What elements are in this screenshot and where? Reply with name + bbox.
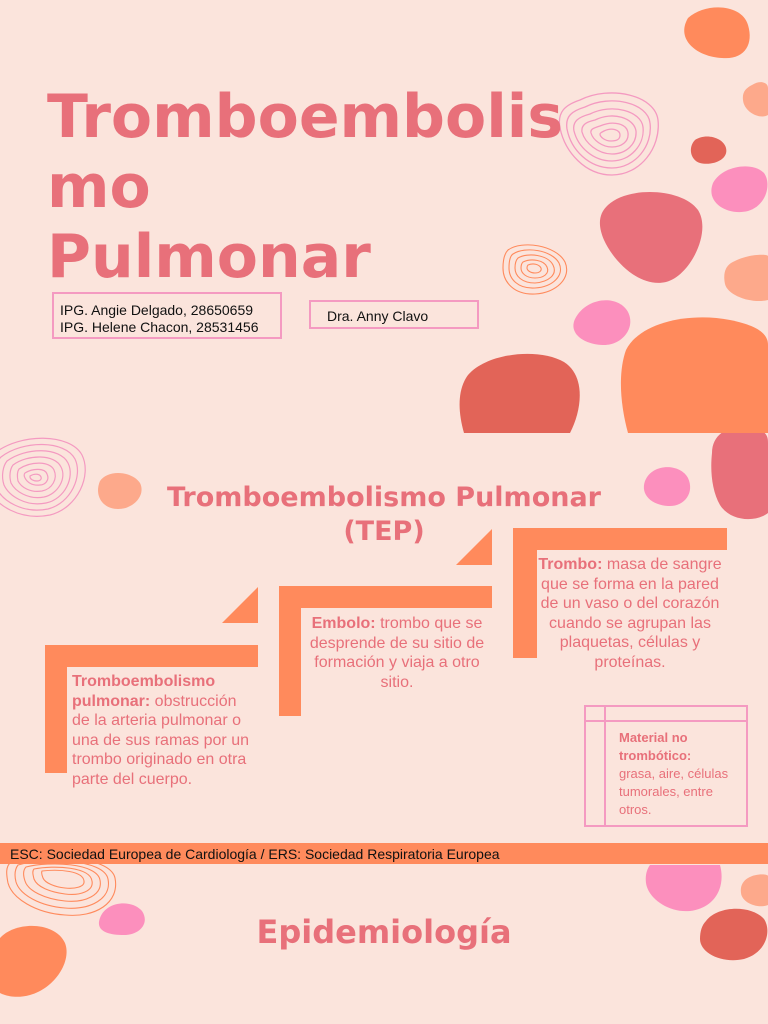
term-definition: trombo que se desprende de su sitio de formación y viaja a otro sitio. — [309, 615, 485, 691]
section-title-line: Tromboembolismo Pulmonar — [166, 482, 602, 513]
material-note — [619, 729, 747, 819]
authors-box — [52, 292, 282, 339]
definitions-slide — [0, 433, 768, 843]
term-label: Embolo: — [311, 615, 376, 632]
epidemiology-slide — [0, 843, 768, 1024]
abbreviations-text: ESC: Sociedad Europea de Cardiología / ERS: Sociedad Respiratoria Europea — [10, 846, 500, 862]
box-divider — [586, 720, 746, 722]
definition-embolo — [306, 614, 488, 692]
definition-trombo — [537, 555, 723, 672]
doctor-box: Dra. Anny Clavo — [309, 300, 479, 329]
definition-tep — [72, 672, 257, 789]
section-title — [0, 481, 768, 549]
term-definition: obstrucción de la arteria pulmonar o una de sus ramas por un trombo originado en otra parte del cuerpo. — [72, 692, 249, 788]
author-entry: IPG. Helene Chacon, 28531456 — [60, 319, 259, 335]
epidemiology-title: Epidemiología — [256, 913, 512, 951]
title-slide — [0, 0, 768, 433]
term-label: Material no trombótico: — [619, 730, 692, 763]
term-definition: grasa, aire, células tumorales, entre otros. — [619, 766, 729, 817]
author-entry: IPG. Angie Delgado, 28650659 — [60, 302, 254, 318]
main-title-line: mo — [47, 152, 151, 222]
main-title-line: Pulmonar — [47, 222, 371, 292]
box-divider — [604, 707, 606, 825]
main-title — [47, 82, 567, 292]
section-title-line: (TEP) — [343, 516, 425, 547]
term-label: Tromboembolismo pulmonar: — [72, 673, 216, 710]
abbreviations-band — [0, 843, 768, 864]
material-note-box — [584, 705, 748, 827]
term-definition: masa de sangre que se forma en la pared de un vaso o del corazón cuando se agrupan las plaquetas, células y proteínas. — [540, 556, 722, 671]
term-label: Trombo: — [538, 556, 603, 573]
main-title-line: Tromboembolis — [47, 82, 564, 152]
